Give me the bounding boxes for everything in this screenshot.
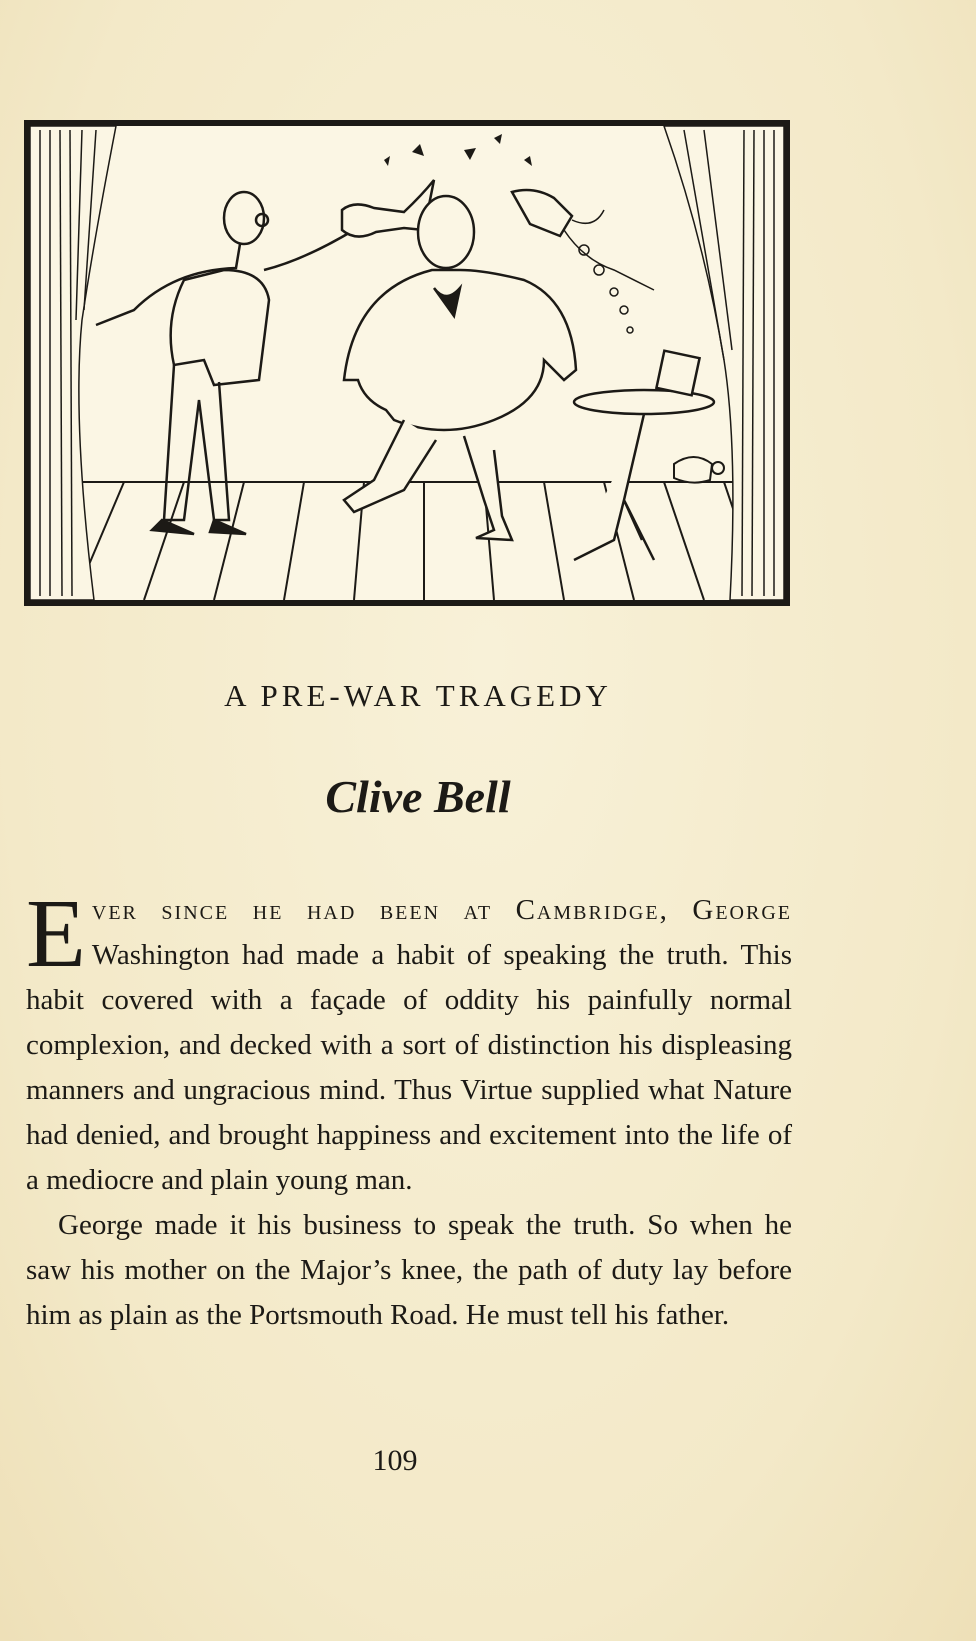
stage-illustration <box>24 120 790 606</box>
drop-cap: E <box>26 880 86 988</box>
page-number: 109 <box>372 1444 418 1477</box>
story-title: A PRE-WAR TRAGEDY <box>224 678 612 713</box>
opening-smallcaps: ver since he had been at Cambridge, George <box>91 894 792 926</box>
paragraph-1 <box>26 880 792 1203</box>
author-name: Clive Bell <box>325 771 511 822</box>
story-body <box>26 880 792 1338</box>
paragraph-2: George made it his business to speak the truth. So when he saw his mother on the Major’s knee, the path of duty lay before him as plain as the Portsmouth Road. He must tell his father. <box>26 1209 792 1331</box>
paragraph-1-text: Washington had made a habit of speaking the truth. This habit covered with a façade of oddity his painfully normal complexion, and decked with a sort of distinction his displeasing manners and ungracious mind. Thus Virtue supplied what Nature had denied, and brought happiness and excitement into the life of a mediocre and plain young man. <box>26 939 792 1196</box>
